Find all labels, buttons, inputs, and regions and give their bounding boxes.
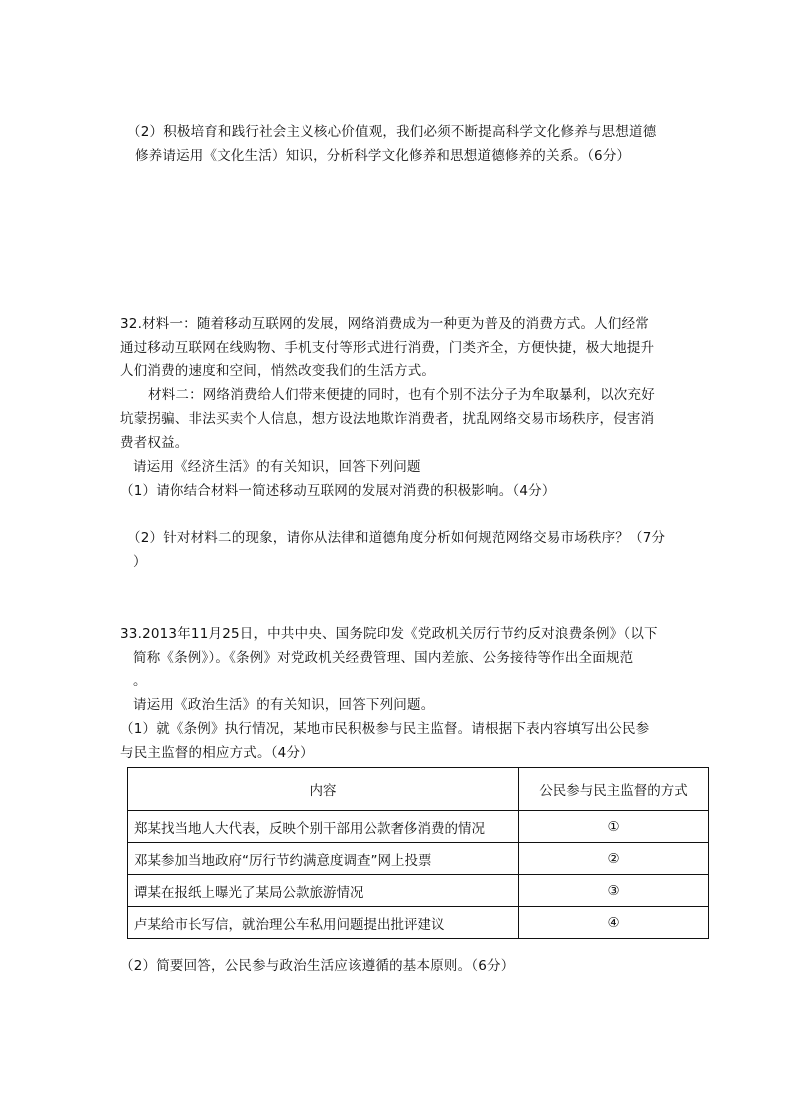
table-cell-content: 卢某给市长写信，就治理公车私用问题提出批评建议 <box>128 907 519 939</box>
table-cell-answer: ③ <box>519 875 709 907</box>
table-cell-content: 邓某参加当地政府“厉行节约满意度调查”网上投票 <box>128 843 519 875</box>
q31-part2-line1: （2）积极培育和践行社会主义核心价值观，我们必须不断提高科学文化修养与思想道德 <box>127 124 657 140</box>
q32-question1: （1）请你结合材料一简述移动互联网的发展对消费的积极影响。（4分） <box>120 483 556 499</box>
table-cell-answer: ② <box>519 843 709 875</box>
table-row <box>128 811 709 843</box>
table-row <box>128 843 709 875</box>
table-cell-content: 谭某在报纸上曝光了某局公款旅游情况 <box>128 875 519 907</box>
table-header-method: 公民参与民主监督的方式 <box>519 768 709 811</box>
q32-material2-line1: 材料二：网络消费给人们带来便捷的同时，也有个别不法分子为牟取暴利，以次充好 <box>148 387 655 403</box>
q33-question1-line1: （1）就《条例》执行情况，某地市民积极参与民主监督。请根据下表内容填写出公民参 <box>120 721 650 737</box>
q33-intro-line1: 33.2013年11月25日，中共中央、国务院印发《党政机关厉行节约反对浪费条例》（以下 <box>120 626 658 642</box>
q32-question2-line2: ） <box>133 554 147 570</box>
q33-intro-line2: 简称《条例》）。《条例》对党政机关经费管理、国内差旅、公务接待等作出全面规范 <box>133 650 634 666</box>
q33-question1-line2: 与民主监督的相应方式。（4分） <box>120 745 314 761</box>
q33-instruction: 请运用《政治生活》的有关知识，回答下列问题。 <box>133 697 435 713</box>
supervision-table <box>127 767 709 939</box>
q32-material2-line3: 费者权益。 <box>120 435 189 451</box>
table-header-content: 内容 <box>128 768 519 811</box>
q32-material1-line3: 人们消费的速度和空间，悄然改变我们的生活方式。 <box>120 363 436 379</box>
q32-material1-line2: 通过移动互联网在线购物、手机支付等形式进行消费，门类齐全，方便快捷，极大地提升 <box>120 340 655 356</box>
table-row <box>128 875 709 907</box>
table-cell-answer: ④ <box>519 907 709 939</box>
table-row <box>128 907 709 939</box>
table-cell-answer: ① <box>519 811 709 843</box>
q31-part2-line2: 修养请运用《文化生活）知识，分析科学文化修养和思想道德修养的关系。（6分） <box>135 148 631 164</box>
q32-material2-line2: 坑蒙拐骗、非法买卖个人信息，想方设法地欺诈消费者，扰乱网络交易市场秩序，侵害消 <box>120 411 655 427</box>
q33-intro-line3: 。 <box>133 673 147 689</box>
q32-question2-line1: （2）针对材料二的现象，请你从法律和道德角度分析如何规范网络交易市场秩序？（7分 <box>127 530 666 546</box>
q32-instruction: 请运用《经济生活》的有关知识，回答下列问题 <box>133 459 421 475</box>
q32-material1-line1: 32.材料一：随着移动互联网的发展，网络消费成为一种更为普及的消费方式。人们经常 <box>120 316 649 332</box>
table-cell-content: 郑某找当地人大代表，反映个别干部用公款奢侈消费的情况 <box>128 811 519 843</box>
q33-question2: （2）简要回答，公民参与政治生活应该遵循的基本原则。（6分） <box>120 958 515 974</box>
table-header-row <box>128 768 709 811</box>
